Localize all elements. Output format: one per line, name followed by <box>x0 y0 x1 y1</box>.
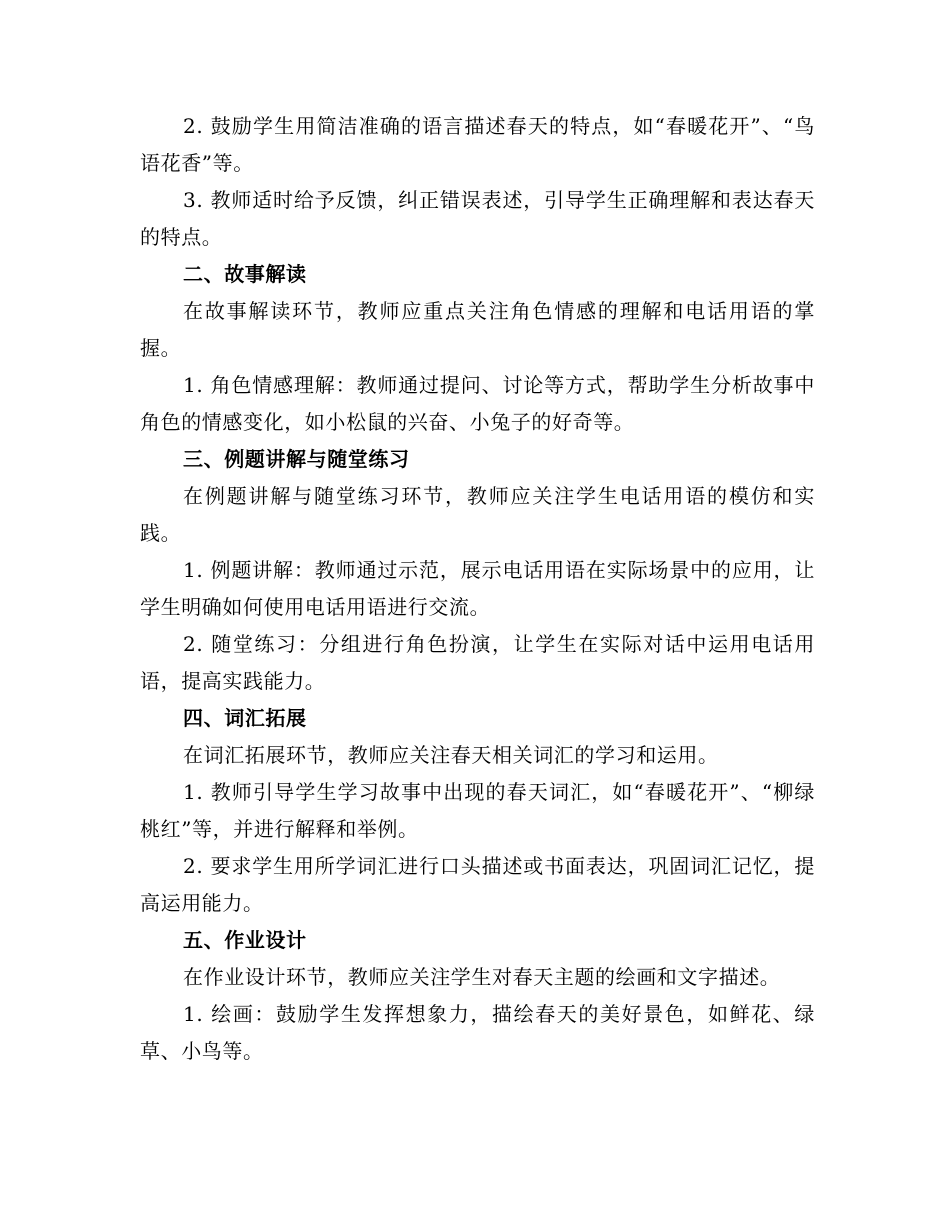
section-heading: 二、故事解读 <box>183 262 307 286</box>
paragraph: 2. 随堂练习：分组进行角色扮演，让学生在实际对话中运用电话用语，提高实践能力。 <box>140 632 815 693</box>
paragraph: 在作业设计环节，教师应关注学生对春天主题的绘画和文字描述。 <box>183 965 781 989</box>
paragraph: 2. 鼓励学生用简洁准确的语言描述春天的特点，如“春暖花开”、“鸟语花香”等。 <box>140 114 815 175</box>
paragraph: 在例题讲解与随堂练习环节，教师应关注学生电话用语的模仿和实践。 <box>140 484 815 545</box>
paragraph: 在故事解读环节，教师应重点关注角色情感的理解和电话用语的掌握。 <box>140 299 815 360</box>
paragraph: 在词汇拓展环节，教师应关注春天相关词汇的学习和运用。 <box>183 743 719 767</box>
paragraph: 3. 教师适时给予反馈，纠正错误表述，引导学生正确理解和表达春天的特点。 <box>140 188 815 249</box>
paragraph: 1. 角色情感理解：教师通过提问、讨论等方式，帮助学生分析故事中角色的情感变化，如小松鼠的兴奋、小兔子的好奇等。 <box>140 373 815 434</box>
paragraph: 2. 要求学生用所学词汇进行口头描述或书面表达，巩固词汇记忆，提高运用能力。 <box>140 854 815 915</box>
section-heading: 三、例题讲解与随堂练习 <box>183 447 410 471</box>
section-heading: 五、作业设计 <box>183 928 307 952</box>
paragraph: 1. 教师引导学生学习故事中出现的春天词汇，如“春暖花开”、“柳绿桃红”等，并进行解释和举例。 <box>140 780 815 841</box>
paragraph: 1. 例题讲解：教师通过示范，展示电话用语在实际场景中的应用，让学生明确如何使用电话用语进行交流。 <box>140 558 815 619</box>
document-body <box>140 108 815 1070</box>
paragraph: 1. 绘画：鼓励学生发挥想象力，描绘春天的美好景色，如鲜花、绿草、小鸟等。 <box>140 1002 815 1063</box>
section-heading: 四、词汇拓展 <box>183 706 307 730</box>
